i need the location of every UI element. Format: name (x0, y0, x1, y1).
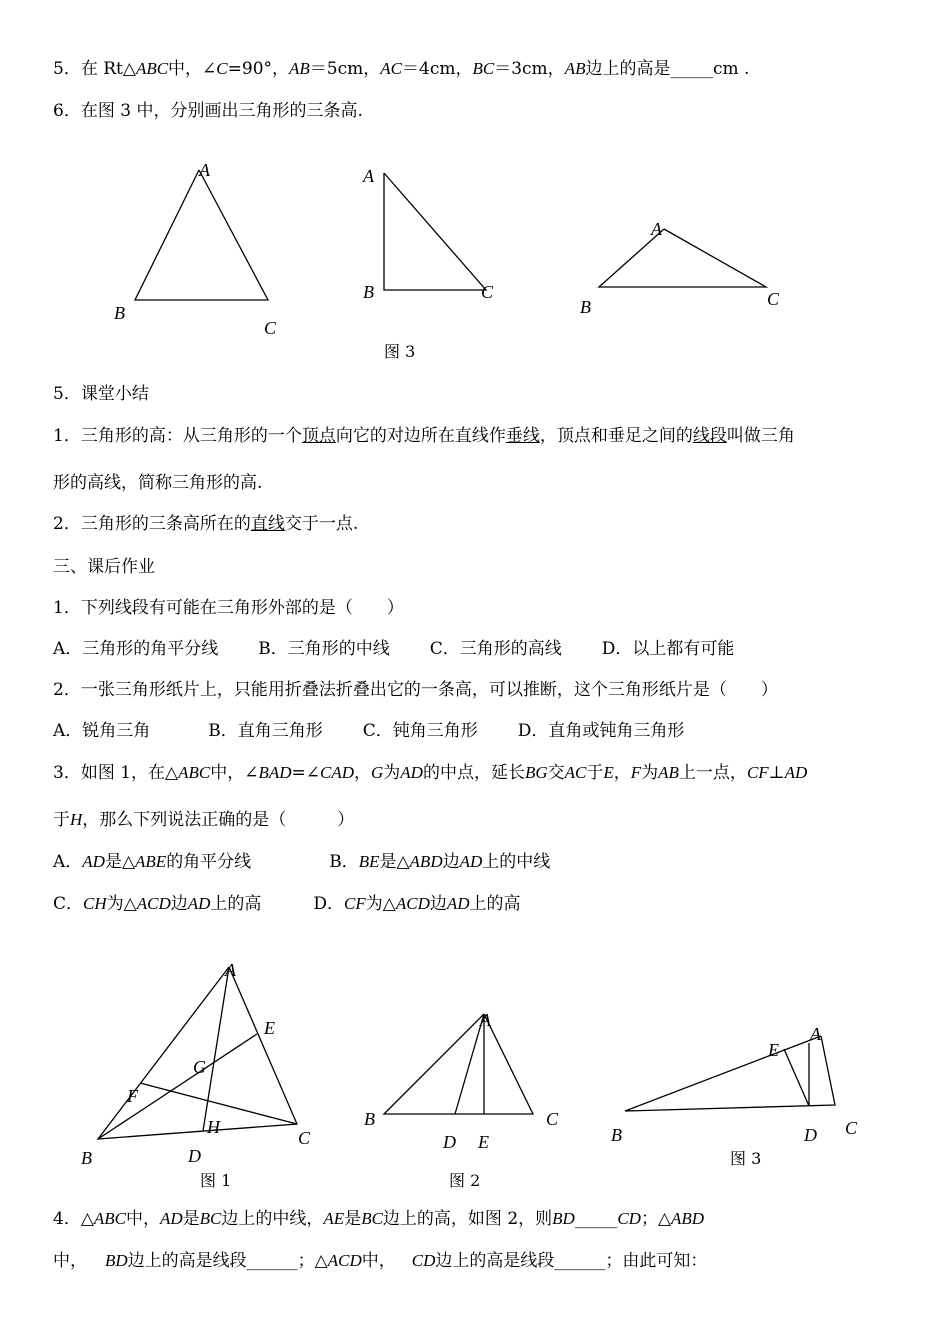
homework-q2: 2．一张三角形纸片上，只能用折叠法折叠出它的一条高，可以推断，这个三角形纸片是（ ） (53, 680, 778, 700)
label-A-top3: A (651, 219, 662, 239)
question-5: 5．在 Rt△ABC中，∠C=90°，AB＝5cm，AC＝4cm，BC＝3cm，AB边上的高是_____cm . (53, 59, 750, 79)
label-A-top2: A (363, 166, 374, 186)
summary-2: 2．三角形的三条高所在的直线交于一点. (53, 514, 359, 534)
homework-q2-options: A．锐角三角 B．直角三角形 C．钝角三角形 D．直角或钝角三角形 (53, 721, 685, 741)
fig2-label-C: C (546, 1109, 559, 1129)
fig1-label-H: H (207, 1117, 220, 1137)
fig1-label-C: C (298, 1128, 311, 1148)
question-6: 6．在图 3 中，分别画出三角形的三条高. (53, 101, 363, 121)
fig1-label-E: E (264, 1018, 275, 1038)
caption-fig2: 图 2 (449, 1171, 481, 1190)
summary-1-cont: 形的高线，简称三角形的高. (53, 473, 263, 493)
summary-title: 5．课堂小结 (53, 384, 149, 404)
label-C-top3: C (767, 289, 780, 309)
caption-top-fig3: 图 3 (384, 342, 416, 361)
caption-fig3: 图 3 (730, 1149, 762, 1168)
fig3-label-E: E (768, 1040, 779, 1060)
fig3-label-A: A (810, 1024, 821, 1044)
fig2-label-B: B (364, 1109, 375, 1129)
homework-q4-cont: 中， BD边上的高是线段______；△ACD中， CD边上的高是线段______；由此可知： (53, 1251, 708, 1271)
label-B-top3: B (580, 297, 591, 317)
fig3-label-B: B (611, 1125, 622, 1145)
fig3-label-C: C (845, 1118, 858, 1138)
homework-q3-options-cd: C．CH为△ACD边AD上的高 D．CF为△ACD边AD上的高 (53, 894, 521, 914)
fig1-label-B: B (81, 1148, 92, 1168)
label-C-top1: C (264, 318, 277, 338)
fig1-label-D: D (188, 1146, 201, 1166)
homework-q4: 4．△ABC中，AD是BC边上的中线，AE是BC边上的高，如图 2，则BD_____CD；△ABD (53, 1209, 705, 1229)
label-B-top2: B (363, 282, 374, 302)
homework-q3: 3．如图 1，在△ABC中，∠BAD=∠CAD，G为AD的中点，延长BG交AC于E，F为AB上一点，CF⊥AD (53, 763, 808, 783)
homework-q3-cont: 于H，那么下列说法正确的是（ ） (53, 810, 355, 830)
figure-top-right-triangle (384, 173, 486, 290)
fig1-label-A: A (225, 960, 236, 980)
summary-1: 1．三角形的高：从三角形的一个顶点向它的对边所在直线作垂线，顶点和垂足之间的线段叫做三角 (53, 426, 795, 446)
fig2-label-A: A (480, 1010, 491, 1030)
fig1-label-G: G (193, 1057, 206, 1077)
fig2-label-D: D (443, 1132, 456, 1152)
label-A-top1: A (199, 160, 210, 180)
caption-fig1: 图 1 (200, 1171, 232, 1190)
fig2-label-E: E (478, 1132, 489, 1152)
label-B-top1: B (114, 303, 125, 323)
fig1-label-F: F (127, 1086, 138, 1106)
figure-top-obtuse-triangle (599, 229, 766, 287)
homework-title: 三、课后作业 (53, 557, 155, 577)
fig3-label-D: D (804, 1125, 817, 1145)
homework-q1-options: A．三角形的角平分线 B．三角形的中线 C．三角形的高线 D．以上都有可能 (53, 639, 735, 659)
figure-top-acute-triangle (135, 170, 268, 300)
figure-1 (98, 967, 297, 1139)
figure-3 (625, 1036, 835, 1111)
label-C-top2: C (481, 282, 494, 302)
figure-2 (384, 1014, 533, 1114)
homework-q1: 1．下列线段有可能在三角形外部的是（ ） (53, 598, 404, 618)
homework-q3-options-ab: A．AD是△ABE的角平分线 B．BE是△ABD边AD上的中线 (53, 852, 551, 872)
